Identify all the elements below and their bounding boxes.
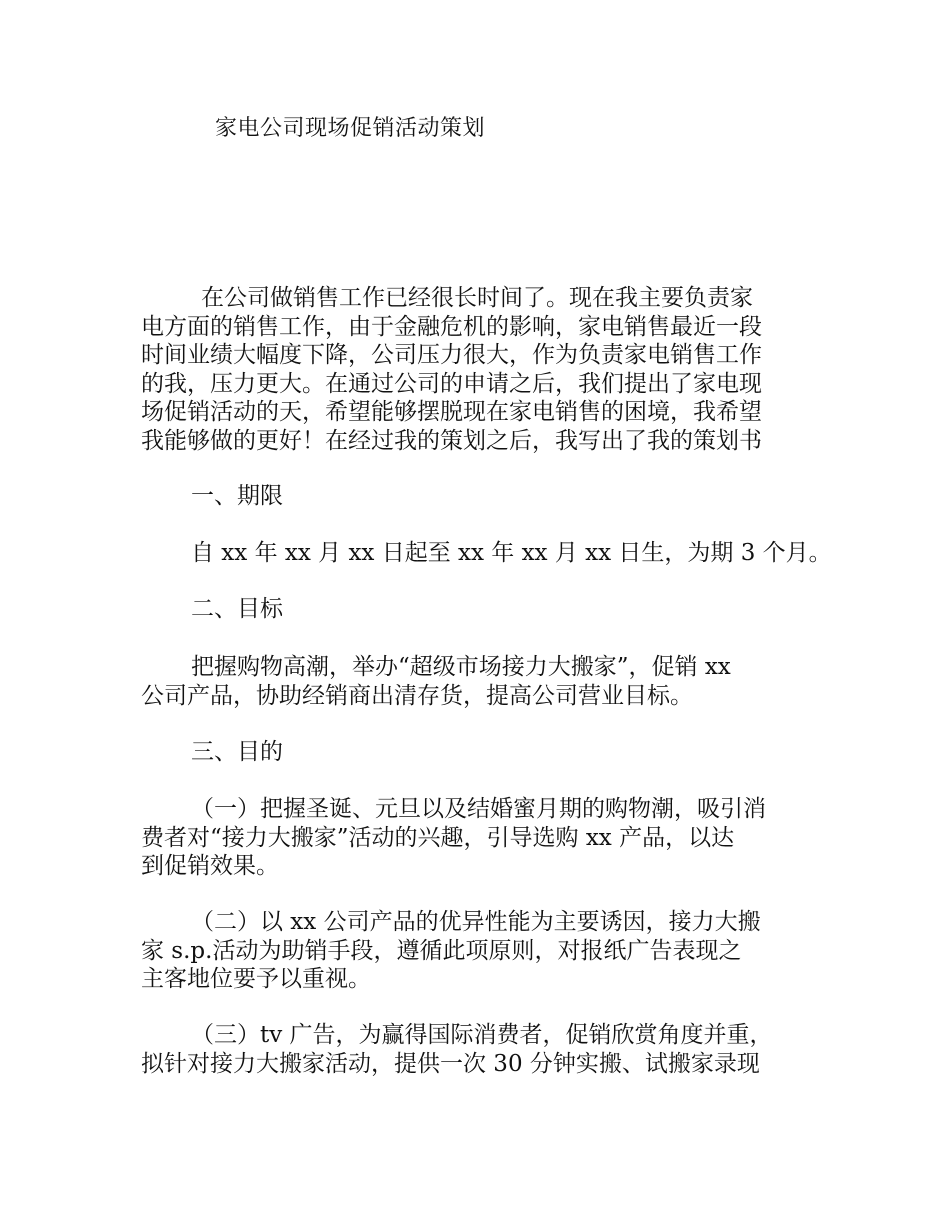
paragraph-line: （一）把握圣诞、元旦以及结婚蜜月期的购物潮，吸引消 (191, 796, 766, 822)
document-title: 家电公司现场促销活动策划 (215, 116, 486, 141)
intro-paragraph (141, 284, 821, 456)
paragraph-line: 到促销效果。 (141, 853, 279, 880)
section-heading-goal: 二、目标 (191, 596, 283, 622)
paragraph-line: 时间业绩大幅度下降，公司压力很大，作为负责家电销售工作 (141, 342, 762, 369)
paragraph-line: 在公司做销售工作已经很长时间了。现在我主要负责家 (201, 285, 753, 311)
purpose-item-1 (141, 795, 821, 881)
paragraph-line: 电方面的销售工作，由于金融危机的影响，家电销售最近一段 (141, 313, 762, 340)
paragraph-line: 费者对“接力大搬家”活动的兴趣，引导选购 xx 产品，以达 (141, 824, 735, 851)
section-heading-duration: 一、期限 (191, 483, 283, 509)
section-paragraph-goal (141, 653, 821, 710)
purpose-item-2 (141, 908, 821, 994)
paragraph-line: 的我，压力更大。在通过公司的申请之后，我们提出了家电现 (141, 370, 762, 397)
paragraph-line: 公司产品，协助经销商出清存货，提高公司营业目标。 (141, 682, 693, 709)
section-heading-purpose: 三、目的 (191, 739, 283, 765)
paragraph-line: 拟针对接力大搬家活动，提供一次 30 分钟实搬、试搬家录现 (141, 1050, 760, 1077)
paragraph-line: （三）tv 广告，为赢得国际消费者，促销欣赏角度并重， (191, 1022, 773, 1048)
purpose-item-3 (141, 1021, 821, 1078)
paragraph-line: （二）以 xx 公司产品的优异性能为主要诱因，接力大搬 (191, 909, 761, 935)
paragraph-line: 家 s.p.活动为助销手段，遵循此项原则，对报纸广告表现之 (141, 937, 742, 964)
paragraph-line: 场促销活动的天，希望能够摆脱现在家电销售的困境，我希望 (141, 399, 762, 426)
paragraph-line: 我能够做的更好！在经过我的策划之后，我写出了我的策划书 (141, 427, 762, 454)
paragraph-line: 把握购物高潮，举办“超级市场接力大搬家”，促销 xx (191, 654, 731, 680)
paragraph-line: 主客地位要予以重视。 (141, 966, 371, 993)
section-text-duration: 自 xx 年 xx 月 xx 日起至 xx 年 xx 月 xx 日生，为期 3 个月。 (191, 540, 832, 566)
